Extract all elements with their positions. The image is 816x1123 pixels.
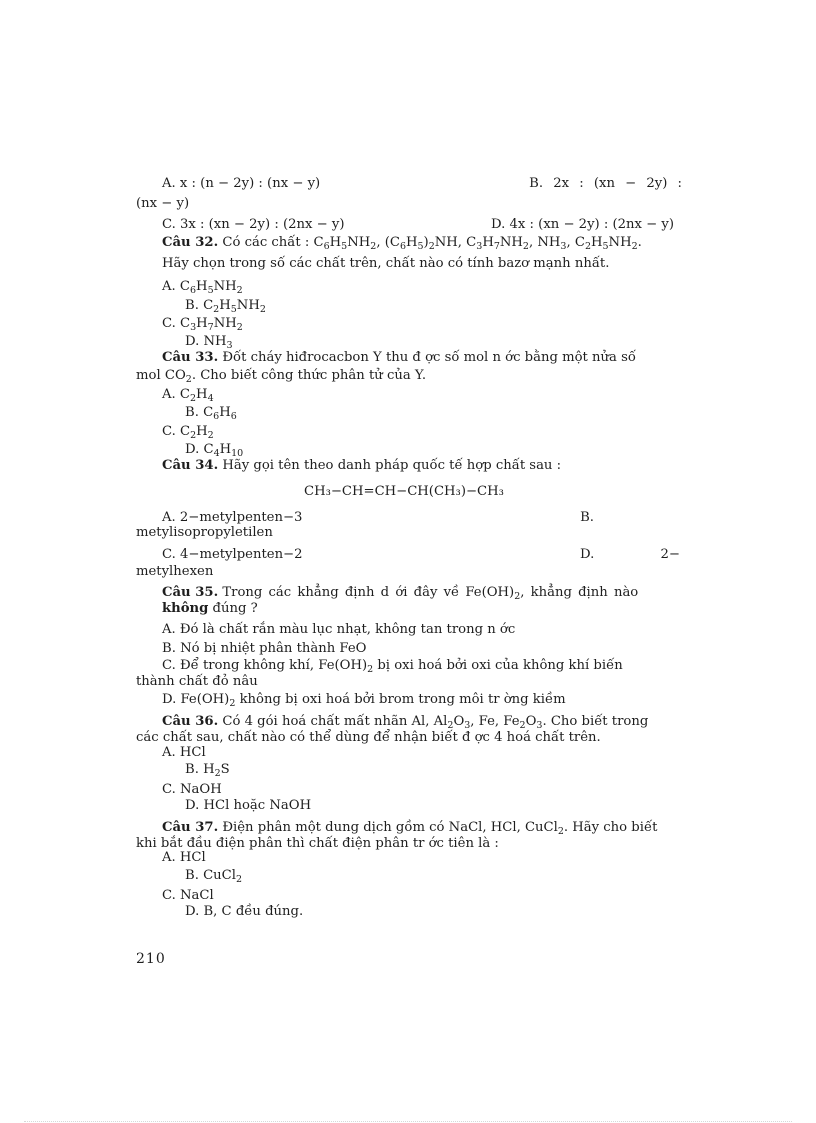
q31-option-b-cont: (nx − y) [136, 196, 190, 211]
q34-option-d-cont: metylhexen [136, 564, 214, 579]
q35-option-c: C. Để trong không khí, $Fe(OH)_2$ bị oxi hoá bởi oxi của không khí biến [162, 658, 623, 675]
q33-option-a: A. $C_2H_4$ [162, 387, 214, 404]
q34-option-c: C. 4−metylpenten−2 [162, 547, 303, 562]
q35-option-a: A. Đó là chất rắn màu lục nhạt, không tan trong n ớc [162, 622, 516, 637]
q35-line-2: không đúng ? [162, 601, 258, 616]
q36-option-c: C. NaOH [162, 782, 222, 797]
q32-option-b: B. $C_2H_5NH_2$ [185, 298, 266, 315]
q32-line-1: Câu 32. Có các chất : $C_6H_5NH_2$, $(C_6H_5)_2NH$, $C_3H_7NH_2$, $NH_3$, $C_2H_5NH_2$. [162, 235, 642, 252]
q34-option-b-cont: metylisopropyletilen [136, 525, 273, 540]
q36-label: Câu 36. [162, 714, 219, 729]
q32-option-c: C. $C_3H_7NH_2$ [162, 316, 243, 333]
q34-option-a: A. 2−metylpenten−3 [162, 510, 303, 525]
q33-option-c: C. $C_2H_2$ [162, 424, 214, 441]
q34-option-b: B. [580, 510, 594, 525]
q34-row-ab [162, 510, 594, 526]
q37-line-1: Câu 37. Điện phân một dung dịch gồm có NaCl, HCl, CuCl$_2$. Hãy cho biết [162, 820, 658, 837]
q32-line-2: Hãy chọn trong số các chất trên, chất nào có tính bazơ mạnh nhất. [162, 256, 610, 271]
q35-option-d: D. $Fe(OH)_2$ không bị oxi hoá bởi brom trong môi tr ờng kiềm [162, 692, 566, 709]
q36-option-a: A. HCl [162, 745, 206, 760]
q36-line-1: Câu 36. Có 4 gói hoá chất mất nhãn Al, $Al_2O_3$, Fe, $Fe_2O_3$. Cho biết trong [162, 714, 649, 731]
q36-option-b: B. $H_2S$ [185, 762, 230, 779]
q33-option-d: D. $C_4H_{10}$ [185, 442, 244, 459]
page-number: 210 [136, 951, 166, 967]
q34-label: Câu 34. [162, 458, 219, 473]
q33-label: Câu 33. [162, 350, 219, 365]
q34-row-cd [162, 547, 680, 563]
q32-option-d: D. $NH_3$ [185, 334, 233, 351]
q33-line-1: Câu 33. Đốt cháy hiđrocacbon Y thu đ ợc số mol n ớc bằng một nửa số [162, 350, 636, 365]
q31-option-c: C. 3x : (xn − 2y) : (2nx − y) [162, 217, 345, 232]
q37-option-b: B. CuCl$_2$ [185, 868, 243, 885]
q34-option-d-mid: 2− [660, 547, 680, 562]
q37-label: Câu 37. [162, 820, 219, 835]
q31-option-a: A. x : (n − 2y) : (nx − y) [162, 176, 321, 191]
q34-line-1: Câu 34. Hãy gọi tên theo danh pháp quốc tế hợp chất sau : [162, 458, 562, 473]
q37-option-a: A. HCl [162, 850, 206, 865]
q36-line-2: các chất sau, chất nào có thể dùng để nhận biết đ ợc 4 hoá chất trên. [136, 730, 601, 745]
q37-option-c: C. NaCl [162, 888, 214, 903]
q35-line-1: Câu 35. Trong các khẳng định d ới đây về $Fe(OH)_2$, khẳng định nào [162, 585, 639, 602]
q32-label: Câu 32. [162, 235, 219, 250]
q31-row-cd [162, 217, 674, 233]
q37-option-d: D. B, C đều đúng. [185, 904, 304, 919]
q33-option-b: B. $C_6H_6$ [185, 405, 237, 422]
q32-option-a: A. $C_6H_5NH_2$ [162, 279, 243, 296]
q34-formula: CH₃−CH=CH−CH(CH₃)−CH₃ [304, 484, 504, 499]
q35-label: Câu 35. [162, 585, 219, 600]
q35-option-b: B. Nó bị nhiệt phân thành FeO [162, 641, 367, 656]
q33-line-2: mol $CO_2$. Cho biết công thức phân tử của Y. [136, 368, 427, 385]
q34-option-d: D. [580, 547, 595, 562]
q36-option-d: D. HCl hoặc NaOH [185, 798, 312, 813]
bottom-divider [24, 1121, 792, 1122]
q35-option-c-cont: thành chất đỏ nâu [136, 674, 258, 689]
q31-option-b: B. 2x : (xn − 2y) : [529, 176, 682, 191]
q31-option-d: D. 4x : (xn − 2y) : (2nx − y) [491, 217, 674, 232]
q37-line-2: khi bắt đầu điện phân thì chất điện phân tr ớc tiên là : [136, 836, 499, 851]
q31-row-ab [162, 176, 682, 192]
